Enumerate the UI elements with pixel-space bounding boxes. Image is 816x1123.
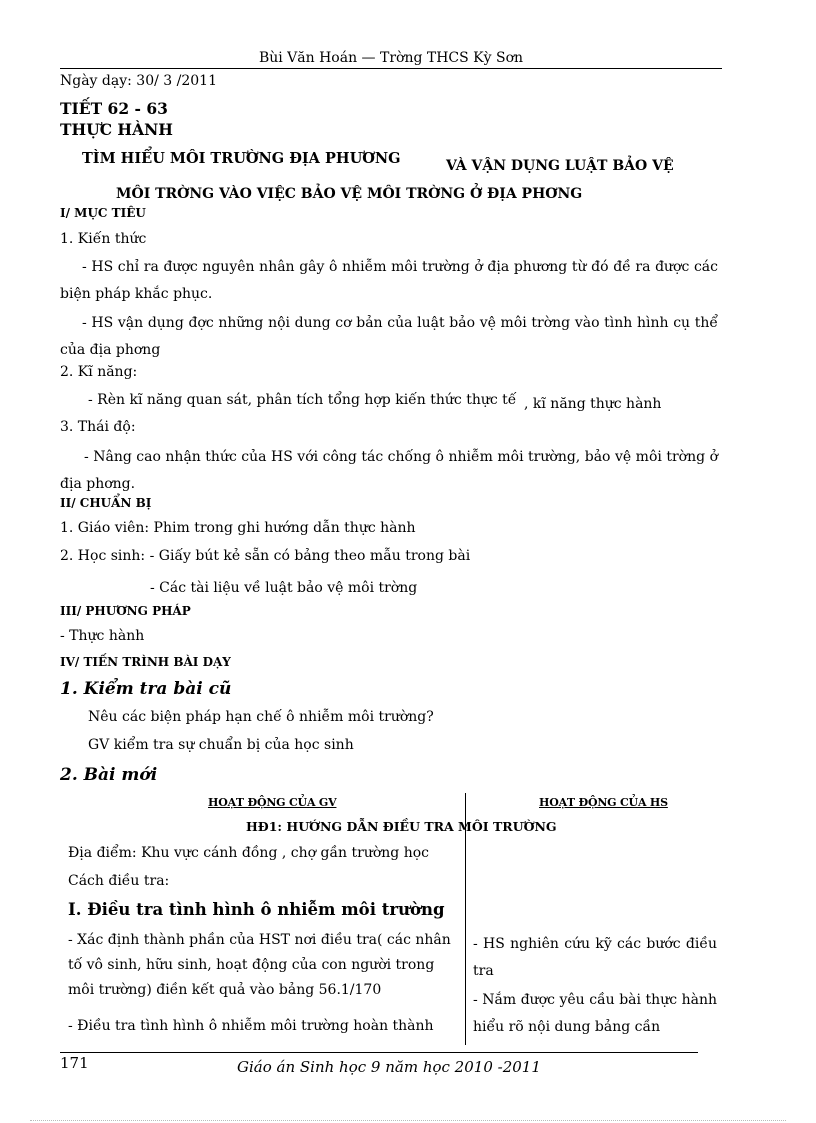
hs-step-2: - Nắm được yêu cầu bài thực hành hiểu rõ nội dung bảng cần [473,992,717,1035]
method-item: - Thực hành [60,628,145,644]
lesson-title-part-b: VÀ VẬN DỤNG LUẬT BẢO VỆ [446,158,674,174]
footer-page-number: 171 [60,1054,89,1072]
footer-text: Giáo án Sinh học 9 năm học 2010 -2011 [237,1058,541,1076]
lesson-title-part-a: TÌM HIỂU MÔI TRƯỜNG ĐỊA PHƯƠNG [82,150,401,167]
footer-rule [60,1052,698,1053]
process-heading: IV/ TIẾN TRÌNH BÀI DẠY [60,655,231,669]
gv-section-heading: I. Điều tra tình hình ô nhiễm môi trường [68,900,445,919]
method-heading: III/ PHƯƠNG PHÁP [60,604,191,618]
check-item-1: Nêu các biện pháp hạn chế ô nhiễm môi trường? [88,709,434,725]
gv-method: Cách điều tra: [68,873,170,889]
page-bottom-border [30,1120,786,1121]
skills-heading: 2. Kĩ năng: [60,364,138,380]
table-header-gv: HOẠT ĐỘNG CỦA GV [208,796,337,809]
objectives-heading: I/ MỤC TIÊU [60,206,146,220]
hs-step-1: - HS nghiên cứu kỹ các bước điều tra [473,936,717,979]
table-activity-heading: HĐ1: HƯỚNG DẪN ĐIỀU TRA MÔI TRƯỜNG [246,819,557,834]
preparation-student-2: - Các tài liệu về luật bảo vệ môi trờng [150,580,418,596]
page-header: Bùi Văn Hoán — Trờng THCS Kỳ Sơn [60,49,722,69]
gv-step-2: - Điều tra tình hình ô nhiễm môi trường hoàn thành [68,1018,434,1034]
lesson-title-part-c: MÔI TRỜNG VÀO VIỆC BẢO VỆ MÔI TRỜNG Ở ĐỊA PHƠNG [116,186,583,202]
attitude-item-1: - Nâng cao nhận thức của HS với công tác chống ô nhiễm môi trường, bảo vệ môi trờng ở địa phơng. [60,449,718,492]
table-header-hs: HOẠT ĐỘNG CỦA HS [539,796,668,809]
gv-location: Địa điểm: Khu vực cánh đồng , chợ gần trường học [68,845,429,861]
gv-step-1: - Xác định thành phần của HST nơi điều tra( các nhân tố vô sinh, hữu sinh, hoạt động của con người trong môi trường) điền kết quả vào bảng 56.1/170 [68,932,451,998]
preparation-teacher: 1. Giáo viên: Phim trong ghi hướng dẫn thực hành [60,520,416,536]
preparation-heading: II/ CHUẨN BỊ [60,496,152,510]
knowledge-item-2: - HS vận dụng đợc những nội dung cơ bản của luật bảo vệ môi trờng vào tình hình cụ thể của địa phơng [60,315,718,358]
lesson-number: TIẾT 62 - 63 [60,99,168,118]
lesson-type: THỰC HÀNH [60,120,173,139]
knowledge-heading: 1. Kiến thức [60,231,147,247]
preparation-student: 2. Học sinh: - Giấy bút kẻ sẵn có bảng theo mẫu trong bài [60,548,471,564]
knowledge-item-1: - HS chỉ ra được nguyên nhân gây ô nhiễm môi trường ở địa phương từ đó đề ra được các biện pháp khắc phục. [60,259,718,302]
check-heading: 1. Kiểm tra bài cũ [60,679,232,699]
new-lesson-heading: 2. Bài mới [60,765,158,785]
check-item-2: GV kiểm tra sự chuẩn bị của học sinh [88,737,354,753]
date-line: Ngày dạy: 30/ 3 /2011 [60,73,217,89]
attitude-heading: 3. Thái độ: [60,419,136,435]
skills-item-1-tail: , kĩ năng thực hành [524,396,662,412]
skills-item-1: - Rèn kĩ năng quan sát, phân tích tổng hợp kiến thức thực tế [88,392,517,408]
